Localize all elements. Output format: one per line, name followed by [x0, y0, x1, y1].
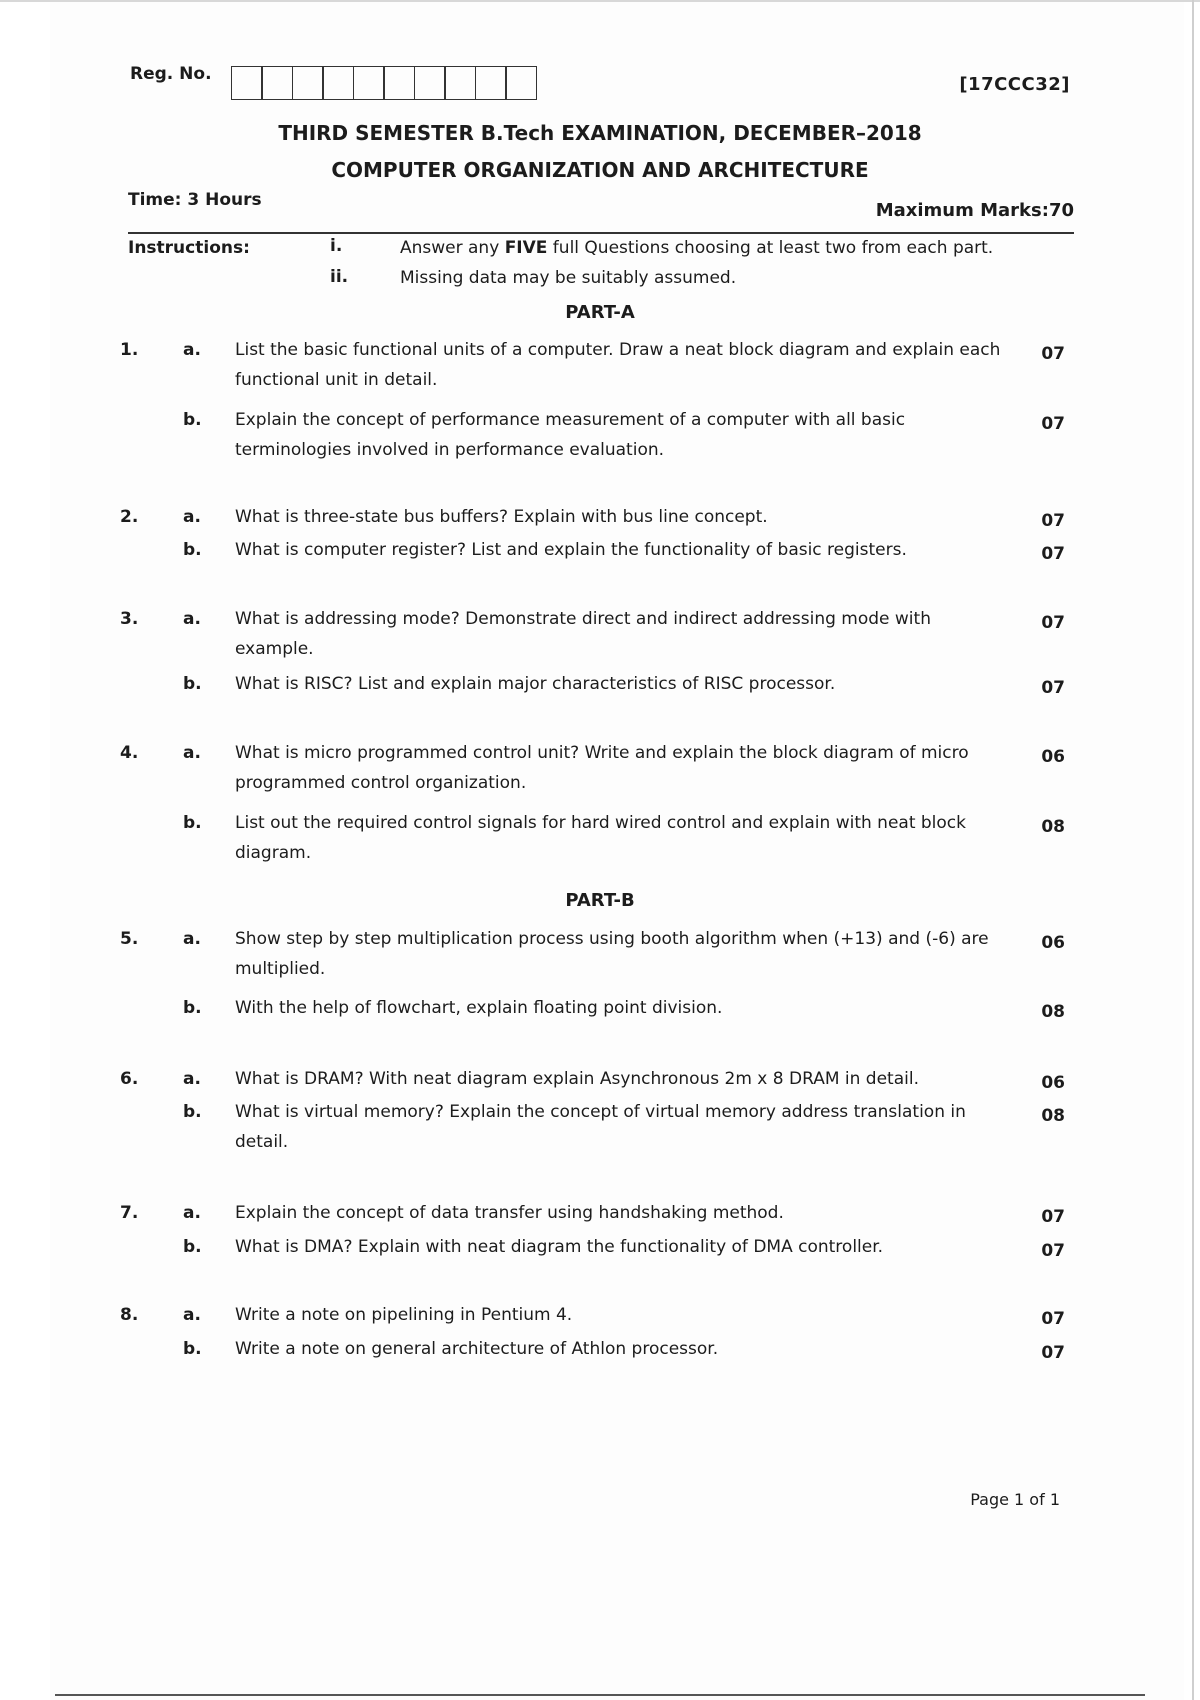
question-number: 2. [120, 507, 139, 527]
question-text: Show step by step multiplication process using booth algorithm when (+13) and (-6) are multiplied. [235, 929, 989, 979]
question-number: 1. [120, 340, 139, 360]
question-marks: 07 [1041, 511, 1065, 531]
question-text: Write a note on pipelining in Pentium 4. [235, 1305, 573, 1325]
reg-no-box[interactable] [322, 66, 354, 100]
instruction-emphasis: FIVE [504, 238, 548, 258]
question-number [110, 669, 175, 703]
header-rule [128, 232, 1074, 234]
question-part: b. [183, 674, 202, 694]
question-marks: 07 [1041, 1207, 1065, 1227]
question-text: What is addressing mode? Demonstrate direct and indirect addressing mode with example. [235, 609, 931, 659]
course-code: [17CCC32] [959, 74, 1070, 95]
question-marks: 07 [1041, 414, 1065, 434]
question-part: a. [183, 340, 201, 360]
reg-no-boxes [232, 66, 537, 100]
question-row [110, 1232, 1080, 1266]
question-row [110, 1300, 1080, 1334]
question-text: Write a note on general architecture of Athlon processor. [235, 1339, 719, 1359]
part-b-heading: PART-B [565, 890, 635, 911]
question-text: List the basic functional units of a computer. Draw a neat block diagram and explain each functional unit in detail. [235, 340, 1001, 390]
question-text: What is micro programmed control unit? Write and explain the block diagram of micro programmed control organization. [235, 743, 969, 793]
question-text: List out the required control signals for hard wired control and explain with neat block diagram. [235, 813, 966, 863]
question-marks: 08 [1041, 1002, 1065, 1022]
question-text: What is DRAM? With neat diagram explain Asynchronous 2m x 8 DRAM in detail. [235, 1069, 919, 1089]
reg-no-box[interactable] [231, 66, 263, 100]
question-row [110, 669, 1080, 703]
question-row [110, 993, 1080, 1027]
reg-no-box[interactable] [505, 66, 537, 100]
instruction-number: i. [330, 236, 343, 256]
question-row [110, 535, 1080, 569]
question-row [110, 405, 1080, 465]
question-part: b. [183, 540, 202, 560]
exam-title: THIRD SEMESTER B.Tech EXAMINATION, DECEMBER–2018 [278, 121, 922, 145]
part-a-heading: PART-A [565, 302, 635, 323]
question-text: Explain the concept of performance measurement of a computer with all basic terminologies involved in performance evaluation. [235, 410, 906, 460]
scan-right-edge [1192, 0, 1194, 1700]
question-marks: 06 [1041, 1073, 1065, 1093]
question-part: a. [183, 1305, 201, 1325]
question-row [110, 1097, 1080, 1157]
question-part: b. [183, 410, 202, 430]
question-marks: 06 [1041, 747, 1065, 767]
question-text: What is three-state bus buffers? Explain with bus line concept. [235, 507, 768, 527]
reg-no-box[interactable] [292, 66, 324, 100]
question-marks: 07 [1041, 1343, 1065, 1363]
question-row [110, 502, 1080, 536]
instructions-label: Instructions: [128, 238, 250, 258]
question-marks: 07 [1041, 1309, 1065, 1329]
question-marks: 08 [1041, 1106, 1065, 1126]
question-text: With the help of flowchart, explain floating point division. [235, 998, 723, 1018]
question-marks: 07 [1041, 1241, 1065, 1261]
instruction-number: ii. [330, 267, 349, 287]
question-row [110, 924, 1080, 984]
page-number: Page 1 of 1 [970, 1490, 1060, 1509]
question-part: a. [183, 609, 201, 629]
question-number [110, 808, 175, 868]
question-marks: 07 [1041, 678, 1065, 698]
exam-time: Time: 3 Hours [128, 190, 262, 210]
question-number: 5. [120, 929, 139, 949]
question-part: b. [183, 998, 202, 1018]
question-number: 8. [120, 1305, 139, 1325]
question-row [110, 604, 1080, 664]
subject-title: COMPUTER ORGANIZATION AND ARCHITECTURE [331, 158, 869, 182]
question-marks: 07 [1041, 544, 1065, 564]
question-part: a. [183, 507, 201, 527]
question-row [110, 1064, 1080, 1098]
question-number [110, 1097, 175, 1157]
question-row [110, 1334, 1080, 1368]
question-part: a. [183, 743, 201, 763]
question-part: b. [183, 1102, 202, 1122]
question-row [110, 738, 1080, 798]
instruction-text-part: Answer any FIVE full Questions choosing at least two from each part. [400, 238, 994, 258]
question-part: a. [183, 1203, 201, 1223]
question-part: a. [183, 929, 201, 949]
question-number [110, 1232, 175, 1266]
bottom-edge-line [55, 1694, 1145, 1696]
question-part: b. [183, 1237, 202, 1257]
question-text: What is computer register? List and explain the functionality of basic registers. [235, 540, 907, 560]
question-part: a. [183, 1069, 201, 1089]
question-part: b. [183, 1339, 202, 1359]
question-row [110, 335, 1080, 395]
reg-no-box[interactable] [383, 66, 415, 100]
question-marks: 07 [1041, 344, 1065, 364]
question-text: Explain the concept of data transfer using handshaking method. [235, 1203, 784, 1223]
question-number: 6. [120, 1069, 139, 1089]
reg-no-label: Reg. No. [130, 64, 212, 84]
question-text: What is virtual memory? Explain the concept of virtual memory address translation in detail. [235, 1102, 966, 1152]
question-number: 7. [120, 1203, 139, 1223]
question-number [110, 535, 175, 569]
question-number: 4. [120, 743, 139, 763]
reg-no-box[interactable] [261, 66, 293, 100]
maximum-marks: Maximum Marks:70 [875, 200, 1074, 221]
reg-no-box[interactable] [353, 66, 385, 100]
question-marks: 06 [1041, 933, 1065, 953]
question-row [110, 808, 1080, 868]
question-number: 3. [120, 609, 139, 629]
question-text: What is RISC? List and explain major characteristics of RISC processor. [235, 674, 836, 694]
question-row [110, 1198, 1080, 1232]
scan-top-edge [0, 0, 1200, 2]
question-number [110, 405, 175, 465]
instruction-text [400, 238, 993, 258]
reg-no-box[interactable] [414, 66, 446, 100]
instruction-text: Missing data may be suitably assumed. [400, 268, 737, 288]
question-marks: 08 [1041, 817, 1065, 837]
question-number [110, 1334, 175, 1368]
reg-no-box[interactable] [475, 66, 507, 100]
question-marks: 07 [1041, 613, 1065, 633]
reg-no-box[interactable] [444, 66, 476, 100]
question-number [110, 993, 175, 1027]
question-text: What is DMA? Explain with neat diagram the functionality of DMA controller. [235, 1237, 884, 1257]
question-part: b. [183, 813, 202, 833]
